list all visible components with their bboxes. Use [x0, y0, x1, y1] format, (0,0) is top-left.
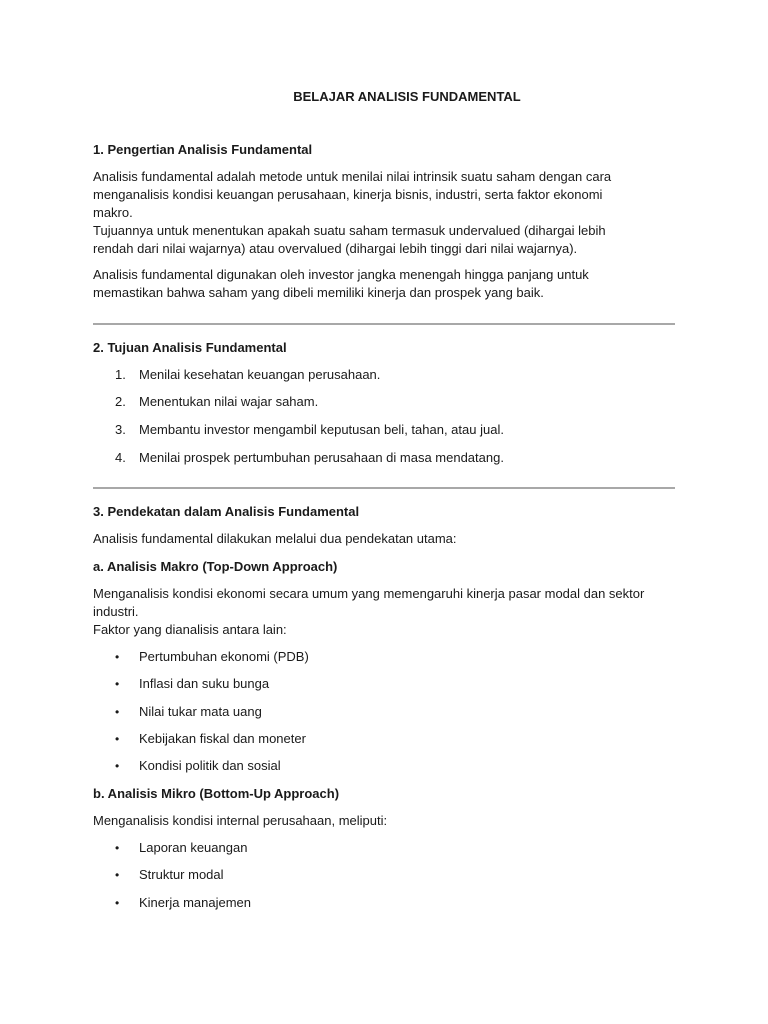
paragraph-line: Analisis fundamental adalah metode untuk menilai nilai intrinsik suatu saham dengan cara: [93, 169, 612, 184]
list-item-text: Menilai prospek pertumbuhan perusahaan di masa mendatang.: [139, 450, 504, 465]
document-title: BELAJAR ANALISIS FUNDAMENTAL: [293, 89, 521, 104]
section-3-intro: Analisis fundamental dilakukan melalui dua pendekatan utama:: [93, 531, 457, 546]
bullet-icon: •: [115, 896, 120, 910]
paragraph-line: menganalisis kondisi keuangan perusahaan, kinerja bisnis, industri, serta faktor ekonomi: [93, 187, 603, 202]
bullet-icon: •: [115, 705, 120, 719]
paragraph-line: Tujuannya untuk menentukan apakah suatu saham termasuk undervalued (dihargai lebih: [93, 223, 606, 238]
list-item-text: Kondisi politik dan sosial: [139, 758, 281, 773]
section-3-heading: 3. Pendekatan dalam Analisis Fundamental: [93, 504, 360, 519]
macro-analysis-description: [93, 585, 675, 639]
list-item-text: Kinerja manajemen: [139, 895, 252, 910]
bullet-icon: •: [115, 732, 120, 746]
section-1-paragraph-1: [93, 168, 675, 258]
section-1-heading: 1. Pengertian Analisis Fundamental: [93, 142, 313, 157]
bullet-icon: •: [115, 868, 120, 882]
paragraph-line: memastikan bahwa saham yang dibeli memiliki kinerja dan prospek yang baik.: [93, 285, 544, 300]
paragraph-line: Analisis fundamental digunakan oleh investor jangka menengah hingga panjang untuk: [93, 267, 589, 282]
section-divider: [93, 487, 675, 489]
list-item-text: Menentukan nilai wajar saham.: [139, 394, 319, 409]
list-item-text: Nilai tukar mata uang: [139, 704, 262, 719]
section-1-paragraph-2: [93, 266, 675, 302]
list-item-text: Struktur modal: [139, 867, 224, 882]
bullet-icon: •: [115, 677, 120, 691]
section-divider: [93, 323, 675, 325]
paragraph-line: rendah dari nilai wajarnya) atau overvalued (dihargai lebih tinggi dari nilai wajarnya).: [93, 241, 578, 256]
list-number: 1.: [115, 367, 126, 382]
bullet-icon: •: [115, 841, 120, 855]
list-number: 2.: [115, 394, 126, 409]
paragraph-line: makro.: [93, 205, 133, 220]
list-item-text: Laporan keuangan: [139, 840, 248, 855]
list-item-text: Membantu investor mengambil keputusan beli, tahan, atau jual.: [139, 422, 504, 437]
list-item-text: Menilai kesehatan keuangan perusahaan.: [139, 367, 381, 382]
bullet-icon: •: [115, 650, 120, 664]
paragraph-line: industri.: [93, 604, 139, 619]
paragraph-line: Menganalisis kondisi ekonomi secara umum yang memengaruhi kinerja pasar modal dan sektor: [93, 586, 645, 601]
micro-analysis-heading: b. Analisis Mikro (Bottom-Up Approach): [93, 786, 340, 801]
paragraph-line: Faktor yang dianalisis antara lain:: [93, 622, 287, 637]
list-item-text: Inflasi dan suku bunga: [139, 676, 270, 691]
list-item-text: Kebijakan fiskal dan moneter: [139, 731, 306, 746]
list-number: 3.: [115, 422, 126, 437]
bullet-icon: •: [115, 759, 120, 773]
macro-analysis-heading: a. Analisis Makro (Top-Down Approach): [93, 559, 338, 574]
list-number: 4.: [115, 450, 126, 465]
section-2-heading: 2. Tujuan Analisis Fundamental: [93, 340, 287, 355]
micro-analysis-description: Menganalisis kondisi internal perusahaan, meliputi:: [93, 813, 388, 828]
list-item-text: Pertumbuhan ekonomi (PDB): [139, 649, 309, 664]
